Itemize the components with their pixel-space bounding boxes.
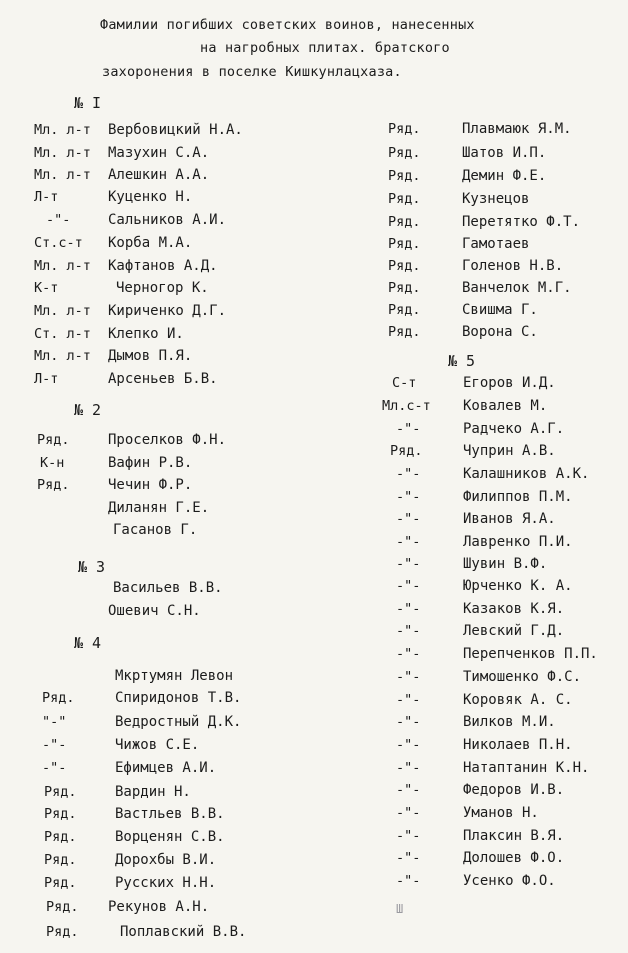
- soldier-name: Радчеко А.Г.: [463, 421, 565, 437]
- rank-label: Ряд.: [37, 477, 70, 493]
- soldier-name: Ванчелок М.Г.: [462, 280, 572, 296]
- soldier-name: Плавмаюк Я.М.: [462, 121, 572, 137]
- title-line-3: захоронения в поселке Кишкунлацхаза.: [102, 64, 402, 80]
- soldier-name: Свишма Г.: [462, 302, 538, 318]
- rank-label: Ст.с-т: [34, 235, 83, 251]
- soldier-name: Гамотаев: [462, 236, 530, 252]
- rank-label: Ряд.: [388, 324, 421, 340]
- rank-label: Мл. л-т: [34, 122, 91, 138]
- soldier-name: Шувин В.Ф.: [463, 556, 548, 572]
- soldier-name: Плаксин В.Я.: [463, 828, 565, 844]
- rank-label: Ряд.: [44, 852, 77, 868]
- rank-label: Ряд.: [388, 280, 421, 296]
- rank-label: Ряд.: [388, 145, 421, 161]
- section-header: № I: [74, 94, 102, 112]
- rank-label: -"-: [396, 466, 421, 482]
- soldier-name: Алешкин А.А.: [108, 167, 210, 183]
- rank-label: "-": [42, 714, 67, 730]
- soldier-name: Филиппов П.М.: [463, 489, 573, 505]
- soldier-name: Гасанов Г.: [113, 522, 198, 538]
- rank-label: Ряд.: [388, 302, 421, 318]
- rank-label: С-т: [392, 375, 417, 391]
- rank-label: -"-: [396, 782, 421, 798]
- rank-label: Мл. л-т: [34, 303, 91, 319]
- soldier-name: Чижов С.Е.: [115, 737, 200, 753]
- rank-label: Ряд.: [46, 899, 79, 915]
- rank-label: Ряд.: [44, 806, 77, 822]
- rank-label: Ряд.: [388, 258, 421, 274]
- rank-label: Мл. л-т: [34, 167, 91, 183]
- soldier-name: Вастльев В.В.: [115, 806, 225, 822]
- section-header: № 3: [78, 558, 106, 576]
- soldier-name: Юрченко К. А.: [463, 578, 573, 594]
- rank-label: -"-: [396, 737, 421, 753]
- rank-label: Ряд.: [37, 432, 70, 448]
- soldier-name: Ворценян С.В.: [115, 829, 225, 845]
- rank-label: Ряд.: [388, 191, 421, 207]
- soldier-name: Чечин Ф.Р.: [108, 477, 193, 493]
- soldier-name: Иванов Я.А.: [463, 511, 556, 527]
- soldier-name: Кузнецов: [462, 191, 530, 207]
- soldier-name: Ведростный Д.К.: [115, 714, 242, 730]
- rank-label: -"-: [396, 669, 421, 685]
- soldier-name: Уманов Н.: [463, 805, 539, 821]
- title-line-1: Фамилии погибших советских воинов, нанесенных: [100, 17, 475, 33]
- section-header: № 4: [74, 634, 102, 652]
- rank-label: -"-: [396, 511, 421, 527]
- rank-label: -"-: [396, 873, 421, 889]
- rank-label: Ряд.: [44, 784, 77, 800]
- rank-label: -"-: [42, 737, 67, 753]
- soldier-name: Николаев П.Н.: [463, 737, 573, 753]
- soldier-name: Демин Ф.Е.: [462, 168, 547, 184]
- rank-label: -"-: [396, 714, 421, 730]
- soldier-name: Поплавский В.В.: [120, 924, 247, 940]
- rank-label: -"-: [396, 556, 421, 572]
- soldier-name: Дорохбы В.И.: [115, 852, 217, 868]
- rank-label: Мл. л-т: [34, 145, 91, 161]
- rank-label: -"-: [396, 850, 421, 866]
- rank-label: -"-: [396, 601, 421, 617]
- rank-label: Мл.с-т: [382, 398, 431, 414]
- soldier-name: Коровяк А. С.: [463, 692, 573, 708]
- rank-label: -"-: [46, 212, 71, 228]
- soldier-name: Перетятко Ф.Т.: [462, 214, 581, 230]
- soldier-name: Калашников А.К.: [463, 466, 590, 482]
- section-header: № 5: [448, 352, 476, 370]
- soldier-name: Проселков Ф.Н.: [108, 432, 227, 448]
- soldier-name: Куценко Н.: [108, 189, 193, 205]
- rank-label: -"-: [396, 646, 421, 662]
- soldier-name: Вербовицкий Н.А.: [108, 122, 243, 138]
- soldier-name: Чуприн А.В.: [463, 443, 556, 459]
- soldier-name: Клепко И.: [108, 326, 184, 342]
- title-line-2: на нагробных плитах. братского: [200, 40, 450, 56]
- soldier-name: Рекунов А.Н.: [108, 899, 210, 915]
- rank-label: Ряд.: [388, 121, 421, 137]
- rank-label: К-н: [40, 455, 65, 471]
- rank-label: Мл. л-т: [34, 348, 91, 364]
- soldier-name: Натаптанин К.Н.: [463, 760, 590, 776]
- soldier-name: Перепченков П.П.: [463, 646, 598, 662]
- rank-label: Л-т: [34, 189, 59, 205]
- soldier-name: Мкртумян Левон: [115, 668, 234, 684]
- section-header: № 2: [74, 401, 102, 419]
- rank-label: -"-: [396, 692, 421, 708]
- soldier-name: Васильев В.В.: [113, 580, 223, 596]
- soldier-name: Арсеньев Б.В.: [108, 371, 218, 387]
- soldier-name: Черногор К.: [116, 280, 209, 296]
- soldier-name: Диланян Г.Е.: [108, 500, 210, 516]
- soldier-name: Вилков М.И.: [463, 714, 556, 730]
- rank-label: К-т: [34, 280, 59, 296]
- rank-label: Ряд.: [388, 168, 421, 184]
- rank-label: -"-: [396, 421, 421, 437]
- soldier-name: Федоров И.В.: [463, 782, 565, 798]
- rank-label: Ст. л-т: [34, 326, 91, 342]
- soldier-name: Тимошенко Ф.С.: [463, 669, 582, 685]
- soldier-name: Казаков К.Я.: [463, 601, 565, 617]
- rank-label: -"-: [396, 578, 421, 594]
- rank-label: -"-: [396, 828, 421, 844]
- soldier-name: Корба М.А.: [108, 235, 193, 251]
- soldier-name: Русских Н.Н.: [115, 875, 217, 891]
- rank-label: -"-: [396, 805, 421, 821]
- rank-label: Ряд.: [44, 875, 77, 891]
- soldier-name: Егоров И.Д.: [463, 375, 556, 391]
- soldier-name: Сальников А.И.: [108, 212, 227, 228]
- page-mark: Ш: [396, 902, 404, 916]
- soldier-name: Долошев Ф.О.: [463, 850, 565, 866]
- soldier-name: Спиридонов Т.В.: [115, 690, 242, 706]
- soldier-name: Шатов И.П.: [462, 145, 547, 161]
- soldier-name: Мазухин С.А.: [108, 145, 210, 161]
- soldier-name: Вардин Н.: [115, 784, 191, 800]
- soldier-name: Кириченко Д.Г.: [108, 303, 227, 319]
- soldier-name: Усенко Ф.О.: [463, 873, 556, 889]
- rank-label: Ряд.: [46, 924, 79, 940]
- rank-label: Ряд.: [388, 236, 421, 252]
- rank-label: Мл. л-т: [34, 258, 91, 274]
- rank-label: -"-: [396, 534, 421, 550]
- rank-label: -"-: [396, 760, 421, 776]
- soldier-name: Дымов П.Я.: [108, 348, 193, 364]
- soldier-name: Лавренко П.И.: [463, 534, 573, 550]
- soldier-name: Ошевич С.Н.: [108, 603, 201, 619]
- soldier-name: Ворона С.: [462, 324, 538, 340]
- soldier-name: Голенов Н.В.: [462, 258, 564, 274]
- rank-label: Ряд.: [42, 690, 75, 706]
- soldier-name: Вафин Р.В.: [108, 455, 193, 471]
- rank-label: Ряд.: [390, 443, 423, 459]
- rank-label: Л-т: [34, 371, 59, 387]
- rank-label: Ряд.: [388, 214, 421, 230]
- rank-label: -"-: [396, 623, 421, 639]
- soldier-name: Ковалев М.: [463, 398, 548, 414]
- soldier-name: Кафтанов А.Д.: [108, 258, 218, 274]
- rank-label: -"-: [396, 489, 421, 505]
- soldier-name: Ефимцев А.И.: [115, 760, 217, 776]
- soldier-name: Левский Г.Д.: [463, 623, 565, 639]
- rank-label: Ряд.: [44, 829, 77, 845]
- rank-label: -"-: [42, 760, 67, 776]
